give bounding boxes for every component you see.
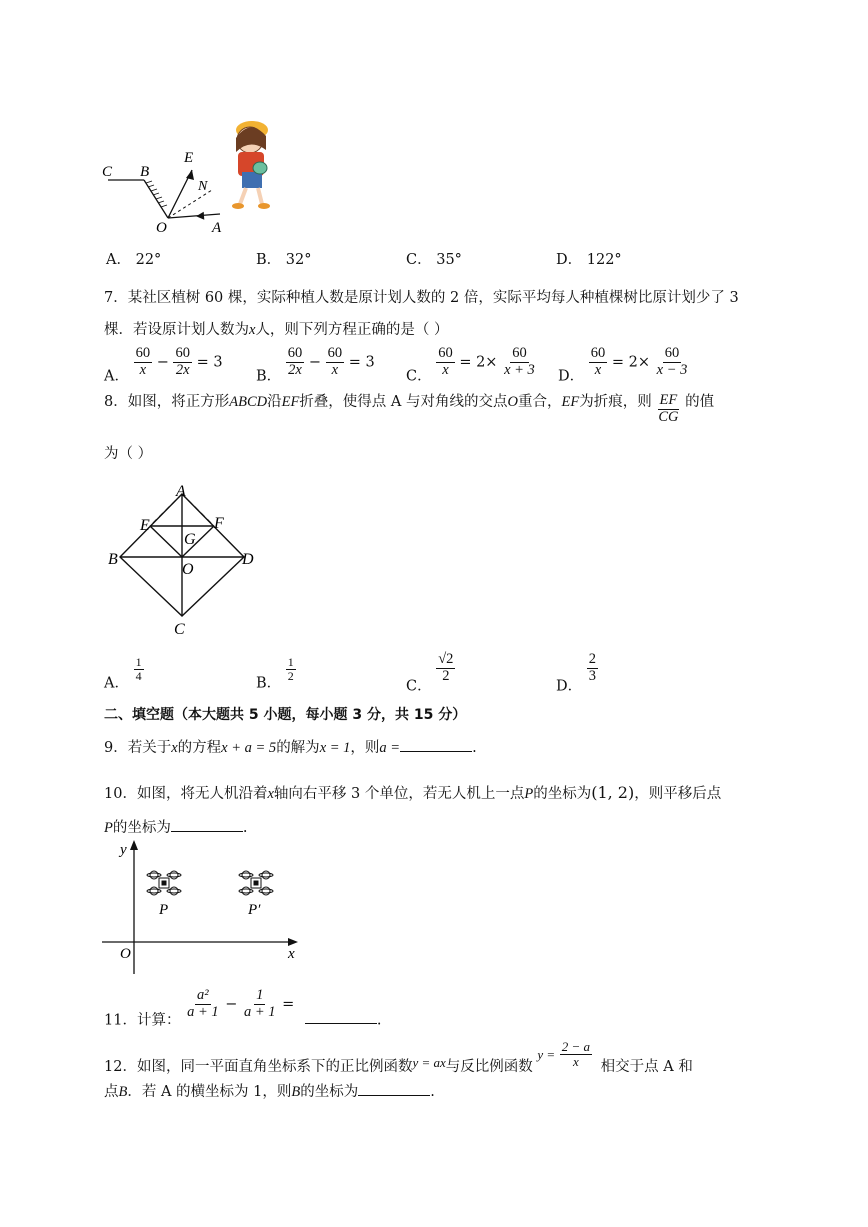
answer-blank[interactable] xyxy=(400,737,472,752)
option-text: 32° xyxy=(285,252,312,268)
drone-icon xyxy=(147,871,181,895)
q8-line-1 xyxy=(104,390,714,426)
q7-option-d[interactable] xyxy=(558,346,689,385)
numerator: 60 xyxy=(327,345,343,361)
denominator: x − 3 xyxy=(656,361,688,378)
var-b: B xyxy=(118,1084,128,1100)
q8-option-c[interactable] xyxy=(406,652,455,695)
numerator: 60 xyxy=(664,345,680,361)
point-label-p: P xyxy=(159,902,169,918)
q12-text: 12．如图，同一平面直角坐标系下的正比例函数 xyxy=(104,1058,413,1075)
q10-text: ，则平移后点 xyxy=(634,786,722,802)
q12-text: 的坐标为 xyxy=(300,1084,359,1100)
q8-text: 为折痕，则 xyxy=(579,394,652,410)
option-letter: D． xyxy=(556,252,583,268)
fig6-label-n: N xyxy=(198,179,208,194)
fig8-label-b: B xyxy=(108,551,118,568)
q12-text: 点 xyxy=(104,1084,119,1100)
denominator: 2x xyxy=(288,361,302,378)
denominator: x xyxy=(139,361,147,378)
option-letter: C． xyxy=(406,678,432,695)
q7-text: 人，则下列方程正确的是（ ） xyxy=(255,322,449,338)
option-letter: C． xyxy=(406,252,432,268)
fraction-ef-cg xyxy=(656,393,680,426)
section-heading: 二、填空题（本大题共 5 小题，每小题 3 分，共 15 分） xyxy=(104,707,467,723)
denominator: 2 xyxy=(442,667,450,684)
var-p: P xyxy=(104,820,113,836)
fraction xyxy=(242,988,278,1021)
q9-text: 的方程 xyxy=(177,740,222,756)
numerator: 60 xyxy=(287,345,303,361)
option-letter: B． xyxy=(256,675,282,692)
square-fold-figure xyxy=(104,482,274,642)
q10-text: 的坐标为 xyxy=(533,786,592,802)
q6-option-d[interactable] xyxy=(556,248,622,269)
drone-coordinate-figure xyxy=(98,838,308,978)
fraction xyxy=(326,346,345,379)
operator: − xyxy=(308,354,322,371)
q12-line-2 xyxy=(104,1080,435,1101)
option-letter: A． xyxy=(106,252,131,268)
reflection-figure xyxy=(100,110,280,240)
q7-text: 棵．若设原计划人数为 xyxy=(104,322,249,338)
operator: − xyxy=(225,996,238,1013)
var-ef: EF xyxy=(561,394,580,410)
numerator: 60 xyxy=(438,345,453,361)
q6-option-b[interactable] xyxy=(256,248,311,269)
denominator: x xyxy=(331,361,339,378)
q7-option-b[interactable] xyxy=(256,346,375,385)
q8-text: 8．如图，将正方形 xyxy=(104,394,230,410)
option-text: 22° xyxy=(135,252,162,268)
numerator: a² xyxy=(197,987,209,1003)
numerator: 1 xyxy=(135,655,142,669)
numerator: EF xyxy=(659,392,678,408)
period: . xyxy=(242,820,248,836)
fig6-label-e: E xyxy=(184,150,194,166)
answer-blank[interactable] xyxy=(305,1009,377,1024)
q7-option-c[interactable] xyxy=(406,346,537,385)
q9-text: 的解为 xyxy=(276,740,320,756)
option-letter: B． xyxy=(256,368,282,385)
option-letter: A． xyxy=(104,675,129,692)
q9-line xyxy=(104,736,477,757)
answer-blank[interactable] xyxy=(358,1081,430,1096)
fraction xyxy=(173,346,192,379)
q10-line-1 xyxy=(104,782,721,803)
coordinate: (1, 2) xyxy=(591,783,635,802)
fig6-label-b: B xyxy=(140,164,150,180)
q8-text: 重合， xyxy=(518,394,562,410)
var-x: x xyxy=(171,740,178,756)
girl-illustration-icon xyxy=(232,121,270,209)
numerator: 60 xyxy=(135,345,151,361)
var-o: O xyxy=(507,394,518,410)
fraction xyxy=(134,656,144,683)
equation: x + a = 5 xyxy=(221,740,277,756)
q10-text: 的坐标为 xyxy=(112,820,171,836)
q12-text: 相交于点 A 和 xyxy=(600,1058,693,1075)
answer-blank[interactable] xyxy=(171,817,243,832)
q12-line-1 xyxy=(104,1040,693,1076)
operator: − xyxy=(156,354,169,371)
var-a: a = xyxy=(379,740,401,756)
denominator: CG xyxy=(658,408,679,425)
denominator: 4 xyxy=(135,669,142,684)
fig8-label-c: C xyxy=(174,621,185,638)
point-label-p-prime: P′ xyxy=(248,902,261,918)
q10-text: 10．如图，将无人机沿着 xyxy=(104,786,268,802)
equals: = xyxy=(282,996,295,1013)
q10-line-2 xyxy=(104,816,247,837)
period: . xyxy=(430,1084,435,1100)
q8-text: 折叠，使得点 A 与对角线的交点 xyxy=(299,394,508,410)
fraction xyxy=(286,346,305,379)
q8-text: 的值 xyxy=(685,394,715,410)
q11-text: 11．计算： xyxy=(104,1012,181,1029)
denominator: 2 xyxy=(287,669,294,684)
var-ef: EF xyxy=(281,394,300,410)
denominator: a + 1 xyxy=(187,1003,219,1020)
fig8-label-o: O xyxy=(182,561,194,578)
period: . xyxy=(376,1012,382,1029)
q8-option-a[interactable] xyxy=(104,656,144,693)
numerator: 2 − a xyxy=(561,1039,591,1054)
denominator: x xyxy=(573,1054,579,1070)
fig8-label-d: D xyxy=(242,551,254,568)
var-x: x xyxy=(249,322,256,338)
fraction xyxy=(134,346,153,379)
option-letter: C． xyxy=(406,368,432,385)
denominator: x + 3 xyxy=(504,361,535,378)
operator: = 2× xyxy=(459,354,498,371)
q10-text: 轴向右平移 3 个单位，若无人机上一点 xyxy=(273,786,525,802)
q12-text: 与反比例函数 xyxy=(445,1058,533,1075)
fraction xyxy=(587,652,598,685)
q8-option-d[interactable] xyxy=(556,652,598,695)
var-x: x xyxy=(267,786,274,802)
q6-option-c[interactable] xyxy=(406,248,462,269)
q9-text: 9．若关于 xyxy=(104,740,172,756)
q7-line-1: 7．某社区植树 60 棵，实际种植人数是原计划人数的 2 倍，实际平均每人种植棵树比原计划少了 3 xyxy=(104,290,739,306)
operator: = 2× xyxy=(611,354,650,371)
q6-option-a[interactable] xyxy=(106,248,161,269)
numerator: √2 xyxy=(438,651,454,667)
axis-label-y: y xyxy=(120,842,127,858)
q8-option-b[interactable] xyxy=(256,656,296,693)
q12-text: ．若 A 的横坐标为 1，则 xyxy=(127,1084,292,1100)
fraction xyxy=(502,346,537,379)
function-1: y = ax xyxy=(412,1054,446,1070)
option-text: 35° xyxy=(436,252,462,268)
option-letter: D． xyxy=(558,368,585,385)
denominator: x xyxy=(442,361,449,378)
fraction xyxy=(655,346,690,379)
fig6-label-c: C xyxy=(102,164,113,180)
numerator: 60 xyxy=(590,345,606,361)
option-letter: A． xyxy=(104,368,129,385)
numerator: 1 xyxy=(287,655,294,669)
rhs: = 3 xyxy=(348,354,375,371)
axis-label-x: x xyxy=(288,946,295,962)
var-p: P xyxy=(524,786,534,802)
origin-label: O xyxy=(120,946,131,962)
denominator: 2x xyxy=(175,361,190,378)
fraction xyxy=(436,346,455,379)
option-text: 122° xyxy=(586,252,622,268)
denominator: x xyxy=(594,361,602,378)
numerator: 60 xyxy=(175,345,190,361)
numerator: 60 xyxy=(512,345,527,361)
drone-translated-icon xyxy=(239,871,273,895)
option-letter: B． xyxy=(256,252,282,268)
fig6-label-a: A xyxy=(212,220,222,236)
q11-line xyxy=(104,988,382,1029)
fraction xyxy=(286,656,296,683)
q7-option-a[interactable] xyxy=(104,346,223,385)
fig8-label-a: A xyxy=(176,483,186,500)
fraction xyxy=(185,988,221,1021)
solution: x = 1 xyxy=(319,740,351,756)
var-b: B xyxy=(291,1084,301,1100)
fraction xyxy=(436,652,455,685)
q7-line-2 xyxy=(104,318,449,339)
numerator: 1 xyxy=(256,987,264,1003)
fig6-label-o: O xyxy=(156,220,167,236)
period: . xyxy=(472,740,477,756)
fig8-label-g: G xyxy=(184,531,196,548)
fig8-label-f: F xyxy=(214,515,224,532)
numerator: 2 xyxy=(588,651,596,667)
function-2-lhs: y = xyxy=(537,1046,556,1062)
denominator: 3 xyxy=(588,667,596,684)
denominator: a + 1 xyxy=(243,1003,276,1020)
fig8-label-e: E xyxy=(140,517,150,534)
q8-text: 沿 xyxy=(267,394,282,410)
rhs: = 3 xyxy=(196,354,223,371)
q8-line-2: 为（ ） xyxy=(104,446,153,462)
fraction xyxy=(589,346,608,379)
fraction xyxy=(560,1040,592,1070)
q9-text: ，则 xyxy=(350,740,380,756)
var-abcd: ABCD xyxy=(229,394,268,410)
option-letter: D． xyxy=(556,678,583,695)
